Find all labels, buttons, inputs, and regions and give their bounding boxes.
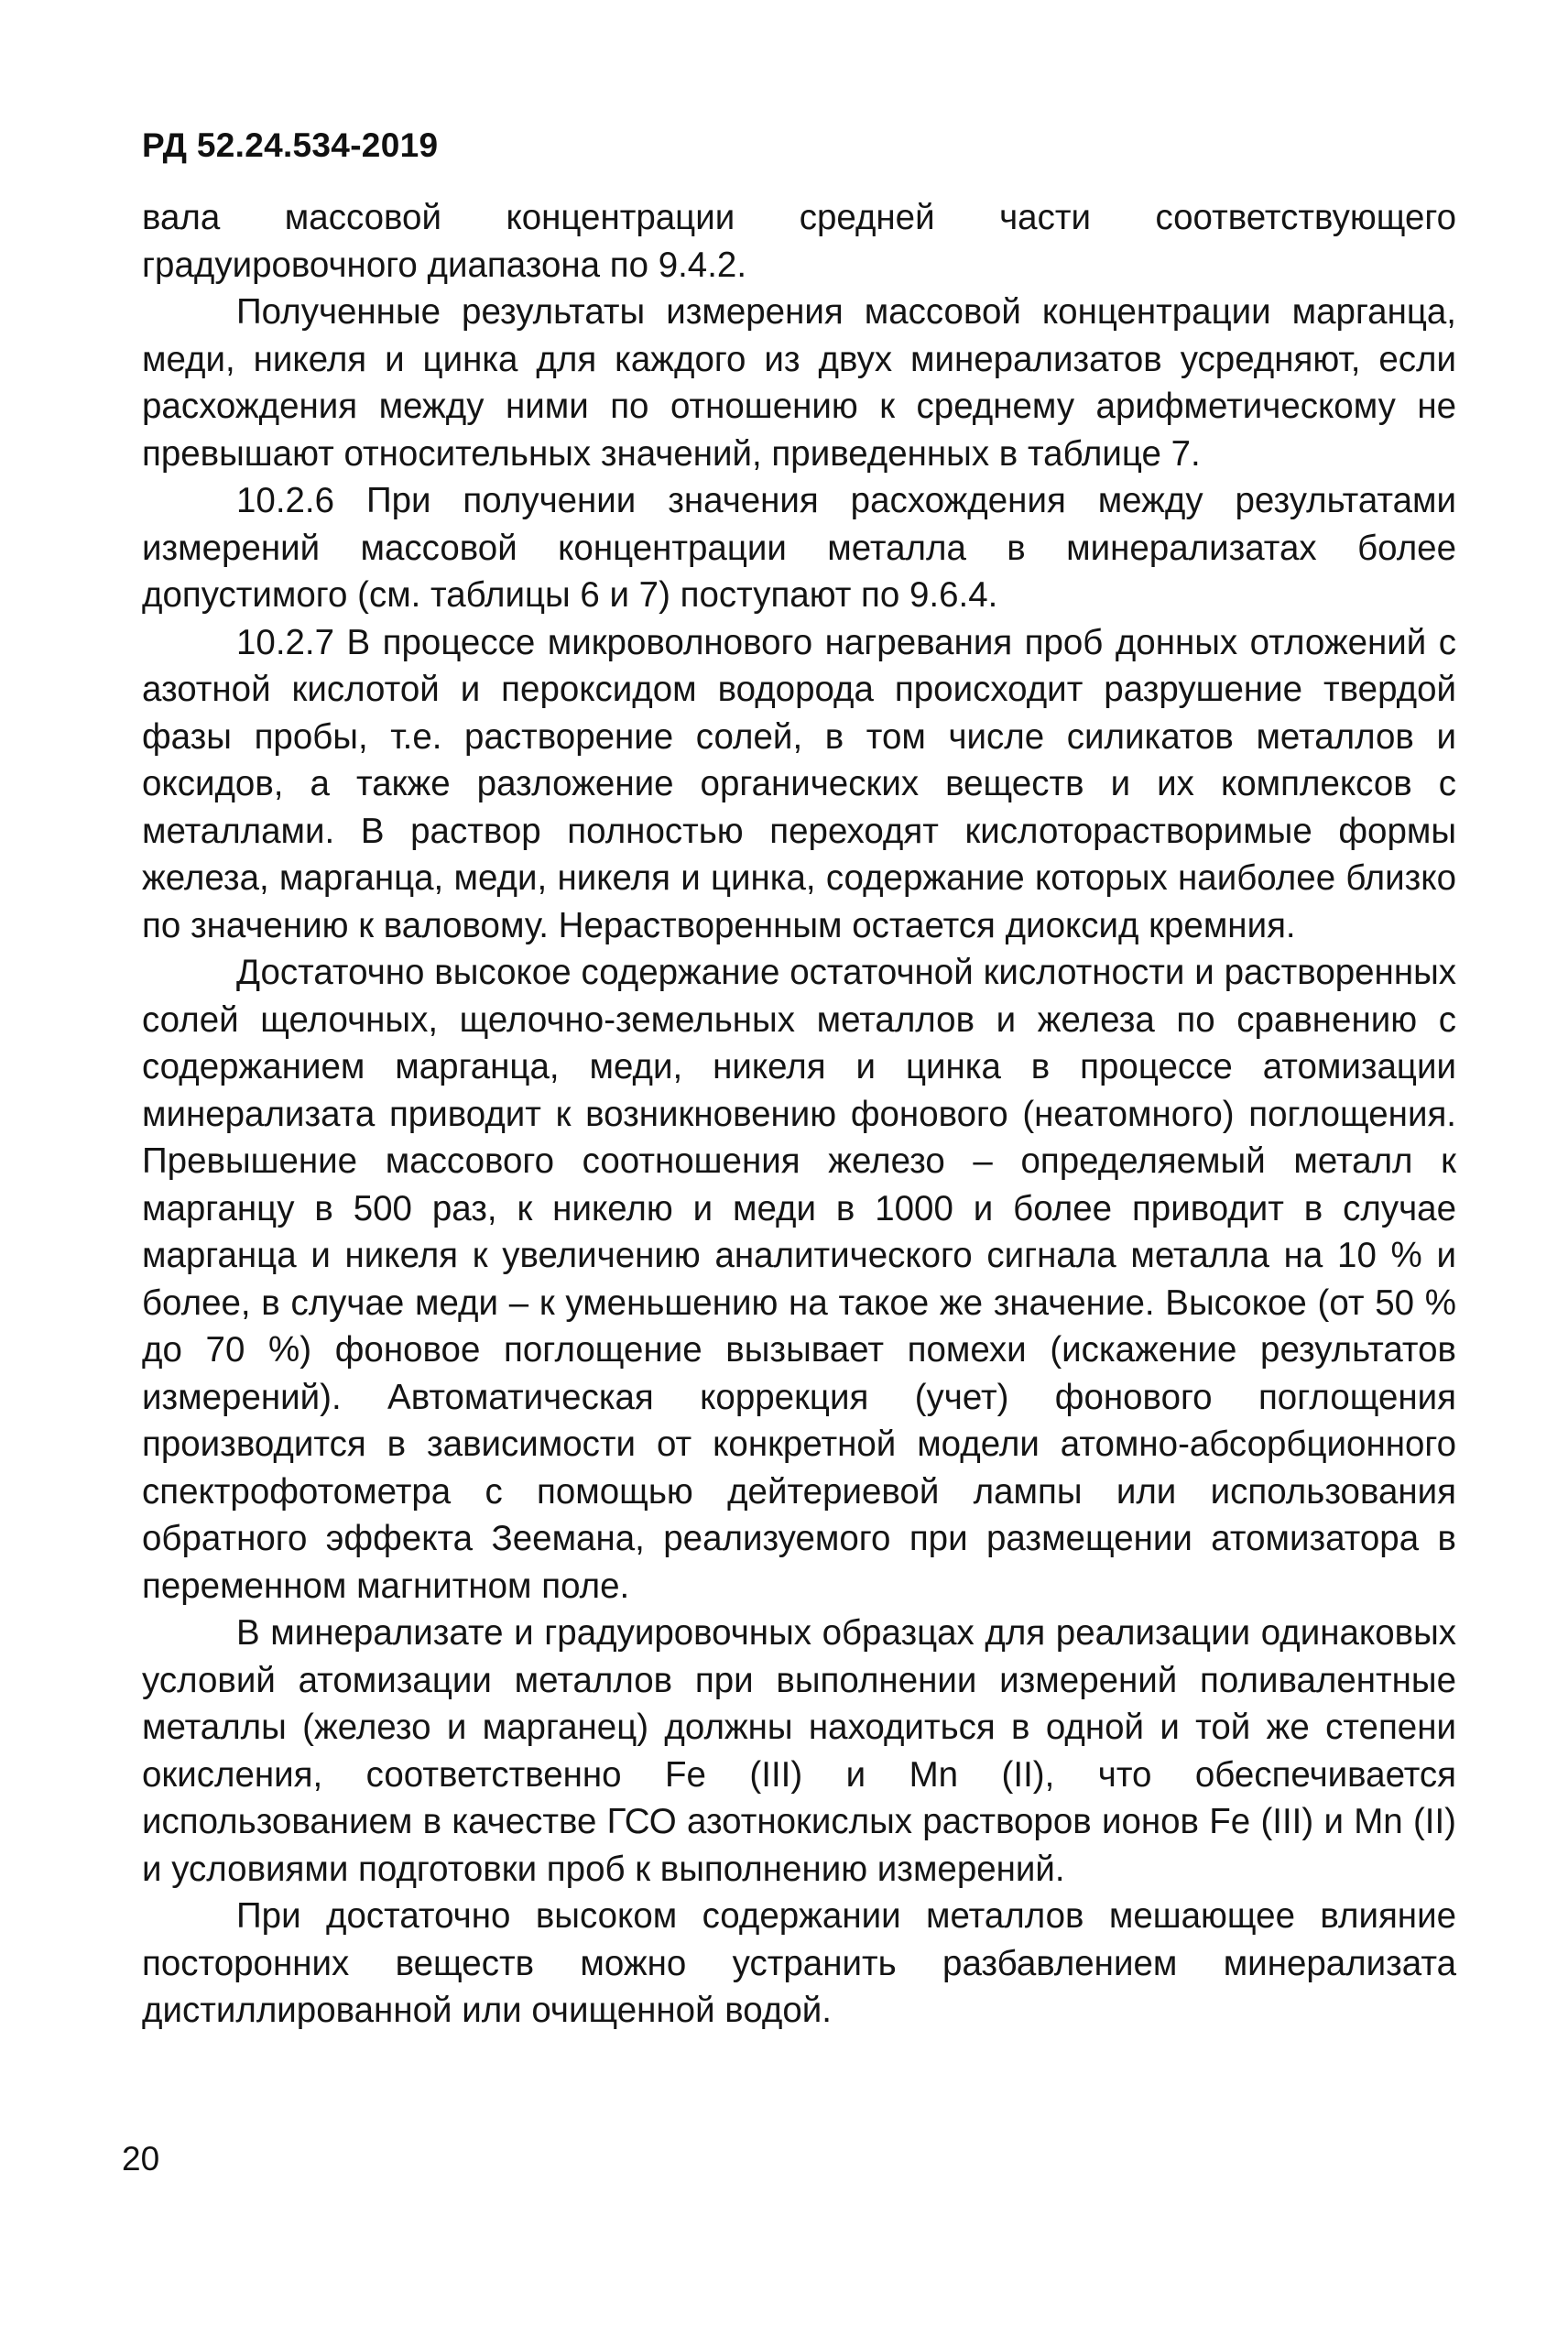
paragraph-results-averaging: Полученные результаты измерения массовой концентрации марганца, меди, никеля и цинка для каждого из двух минерализатов усредняют, если расхождения между ними по отношению к среднему арифметическому не превышают относительных значений, приведенных в таблице 7. [142, 292, 1456, 474]
body-text [142, 194, 1456, 2035]
page-number: 20 [122, 2140, 160, 2178]
document-code-header: РД 52.24.534-2019 [142, 126, 439, 164]
paragraph-continuation: вала массовой концентрации средней части соответствующего градуировочного диапазона по 9.4.2. [142, 198, 1456, 285]
paragraph-10-2-7: 10.2.7 В процессе микроволнового нагревания проб донных отложений с азотной кислотой и пероксидом водорода происходит разрушение твердой фазы пробы, т.е. растворение солей, в том числе силикатов металлов и оксидов, а также разложение органических веществ и их комплексов с металлами. В раствор полностью переходят кислоторастворимые формы железа, марганца, меди, никеля и цинка, содержание которых наиболее близко по значению к валовому. Нерастворенным остается диоксид кремния. [142, 622, 1456, 945]
paragraph-background-absorption: Достаточно высокое содержание остаточной кислотности и растворенных солей щелочных, щелочно-земельных металлов и железа по сравнению с содержанием марганца, меди, никеля и цинка в процессе атомизации минерализата приводит к возникновению фонового (неатомного) поглощения. Превышение массового соотношения железо – определяемый металл к марганцу в 500 раз, к никелю и меди в 1000 и более приводит в случае марганца и никеля к увеличению аналитического сигнала металла на 10 % и более, в случае меди – к уменьшению на такое же значение. Высокое (от 50 % до 70 %) фоновое поглощение вызывает помехи (искажение результатов измерений). Автоматическая коррекция (учет) фонового поглощения производится в зависимости от конкретной модели атомно-абсорбционного спектрофотометра с помощью дейтериевой лампы или использования обратного эффекта Зеемана, реализуемого при размещении атомизатора в переменном магнитном поле. [142, 953, 1456, 1606]
paragraph-10-2-6: 10.2.6 При получении значения расхождения между результатами измерений массовой концентрации металла в минерализатах более допустимого (см. таблицы 6 и 7) поступают по 9.6.4. [142, 481, 1456, 615]
paragraph-dilution: При достаточно высоком содержании металлов мешающее влияние посторонних веществ можно устранить разбавлением минерализата дистиллированной или очищенной водой. [142, 1896, 1456, 2030]
paragraph-oxidation-state: В минерализате и градуировочных образцах для реализации одинаковых условий атомизации металлов при выполнении измерений поливалентные металлы (железо и марганец) должны находиться в одной и той же степени окисления, соответственно Fe (III) и Mn (II), что обеспечивается использованием в качестве ГСО азотнокислых растворов ионов Fe (III) и Mn (II) и условиями подготовки проб к выполнению измерений. [142, 1613, 1456, 1889]
